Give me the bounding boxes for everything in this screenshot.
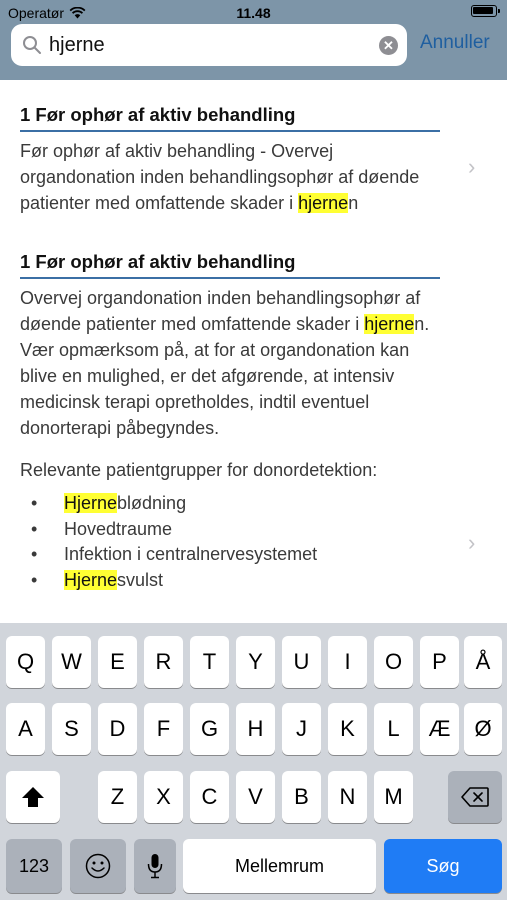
chevron-right-icon[interactable]: ›: [468, 530, 476, 555]
list-item: • Hjerneblødning: [20, 491, 440, 517]
result-title: 1 Før ophør af aktiv behandling: [20, 251, 440, 279]
key-k[interactable]: K: [328, 703, 367, 755]
key-x[interactable]: X: [144, 771, 183, 823]
keyboard: [0, 623, 507, 900]
shift-key[interactable]: [6, 771, 60, 823]
result-item[interactable]: [20, 104, 440, 216]
patient-group-list: [20, 491, 440, 593]
key-v[interactable]: V: [236, 771, 275, 823]
delete-key[interactable]: [448, 771, 502, 823]
key-t[interactable]: T: [190, 636, 229, 688]
status-bar: [0, 0, 507, 24]
key-a[interactable]: A: [6, 703, 45, 755]
numbers-key[interactable]: 123: [6, 839, 62, 893]
result-text: Før ophør af aktiv behandling - Overvej organdonation inden behandlingsophør af døende patienter med omfattende skader i hjernen: [20, 141, 420, 213]
battery-icon: [471, 5, 497, 17]
key-ae[interactable]: Æ: [420, 703, 459, 755]
key-p[interactable]: P: [420, 636, 459, 688]
key-b[interactable]: B: [282, 771, 321, 823]
search-submit-button[interactable]: Søg: [384, 839, 502, 893]
search-results: [0, 80, 507, 623]
shift-icon: [21, 786, 45, 808]
result-item[interactable]: [20, 251, 440, 593]
cancel-button[interactable]: Annuller: [420, 32, 490, 53]
key-s[interactable]: S: [52, 703, 91, 755]
key-z[interactable]: Z: [98, 771, 137, 823]
carrier-label: Operatør: [8, 5, 65, 21]
key-u[interactable]: U: [282, 636, 321, 688]
chevron-right-icon[interactable]: ›: [468, 154, 476, 179]
result-text: Overvej organdonation inden behandlingsophør af døende patienter med omfattende skader i hjernen. Vær opmærksom på, at for at organdonation kan blive en mulighed, er det afgørende, at intensiv medicinsk terapi opretholdes, indtil eventuel donorterapi påbegyndes.: [20, 288, 430, 438]
dictation-key[interactable]: [134, 839, 176, 893]
list-item: • Hjernesvulst: [20, 568, 440, 594]
search-input[interactable]: [49, 30, 379, 60]
key-w[interactable]: W: [52, 636, 91, 688]
key-aa[interactable]: Å: [464, 636, 502, 688]
key-c[interactable]: C: [190, 771, 229, 823]
key-j[interactable]: J: [282, 703, 321, 755]
emoji-key[interactable]: [70, 839, 126, 893]
key-g[interactable]: G: [190, 703, 229, 755]
key-f[interactable]: F: [144, 703, 183, 755]
key-m[interactable]: M: [374, 771, 413, 823]
key-d[interactable]: D: [98, 703, 137, 755]
key-e[interactable]: E: [98, 636, 137, 688]
key-oe[interactable]: Ø: [464, 703, 502, 755]
key-r[interactable]: R: [144, 636, 183, 688]
search-field[interactable]: [11, 24, 407, 66]
emoji-icon: [85, 853, 111, 879]
key-l[interactable]: L: [374, 703, 413, 755]
clear-search-icon[interactable]: ✕: [379, 36, 398, 55]
key-h[interactable]: H: [236, 703, 275, 755]
status-time: 11.48: [236, 5, 271, 21]
key-q[interactable]: Q: [6, 636, 45, 688]
key-n[interactable]: N: [328, 771, 367, 823]
key-o[interactable]: O: [374, 636, 413, 688]
space-key[interactable]: Mellemrum: [183, 839, 376, 893]
microphone-icon: [147, 853, 163, 879]
key-i[interactable]: I: [328, 636, 367, 688]
list-item: • Infektion i centralnervesystemet: [20, 542, 440, 568]
list-item: • Hovedtraume: [20, 517, 440, 543]
search-highlight: hjerne: [298, 193, 349, 213]
delete-icon: [461, 787, 489, 807]
result-title: 1 Før ophør af aktiv behandling: [20, 104, 440, 132]
key-y[interactable]: Y: [236, 636, 275, 688]
search-highlight: hjerne: [364, 314, 415, 334]
search-icon: [22, 35, 42, 55]
search-header: [0, 0, 507, 80]
result-subheading: Relevante patientgrupper for donordetektion:: [20, 460, 378, 480]
